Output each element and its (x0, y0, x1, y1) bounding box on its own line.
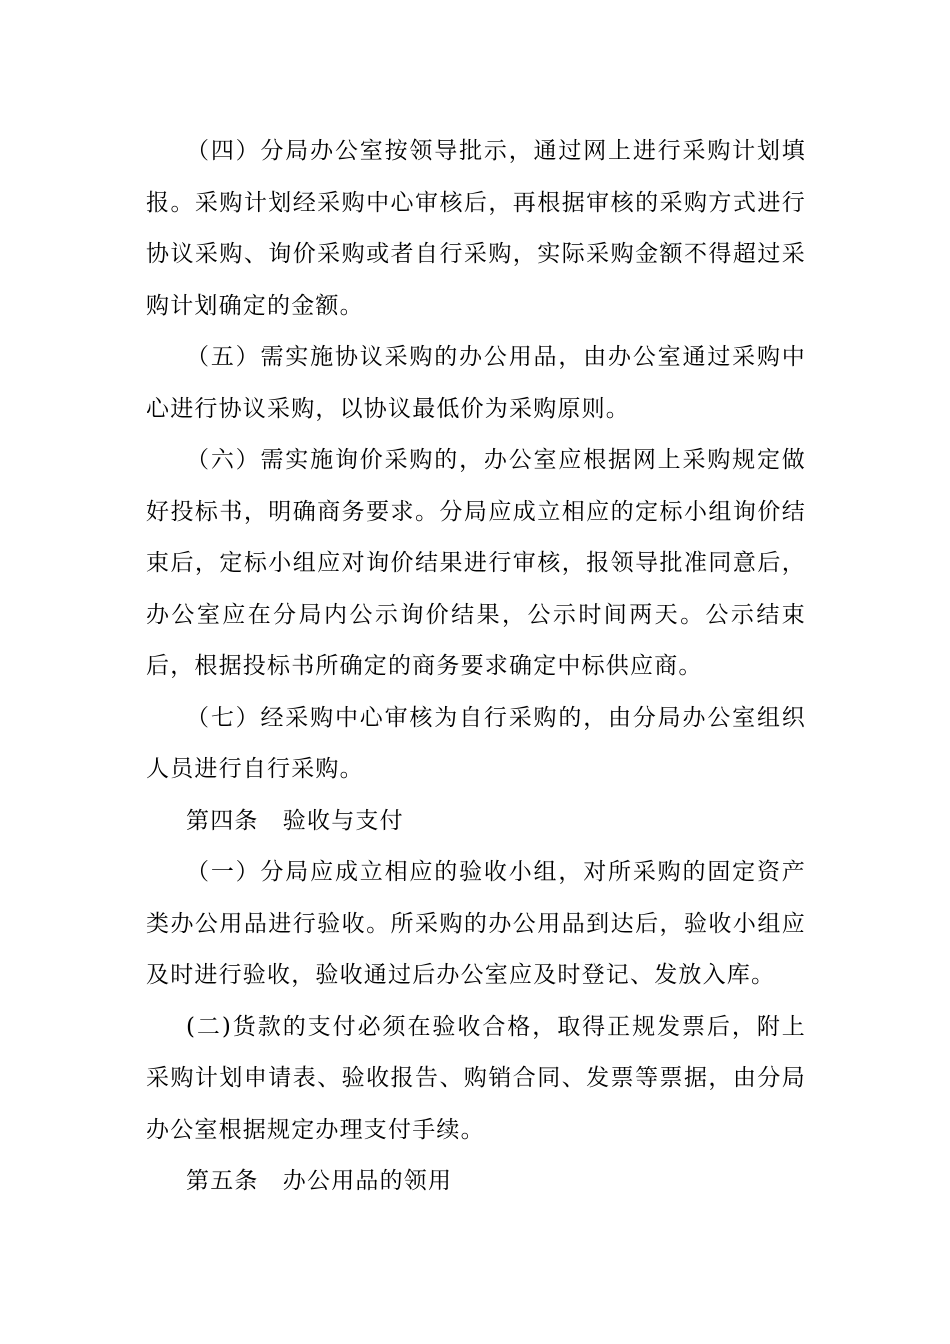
article-4-item-1: （一）分局应成立相应的验收小组，对所采购的固定资产类办公用品进行验收。所采购的办公用品到达后，验收小组应及时进行验收，验收通过后办公室应及时登记、发放入库。 (146, 859, 806, 988)
paragraph-item-6: （六）需实施询价采购的，办公室应根据网上采购规定做好投标书，明确商务要求。分局应成立相应的定标小组询价结束后，定标小组应对询价结果进行审核，报领导批准同意后，办公室应在分局内公示询价结果，公示时间两天。公示结束后，根据投标书所确定的商务要求确定中标供应商。 (146, 447, 806, 679)
document-page (146, 126, 806, 1208)
article-5-heading: 第五条 办公用品的领用 (186, 1168, 453, 1194)
paragraph-item-7: （七）经采购中心审核为自行采购的，由分局办公室组织人员进行自行采购。 (146, 704, 806, 782)
paragraph-item-4: （四）分局办公室按领导批示，通过网上进行采购计划填报。采购计划经采购中心审核后，再根据审核的采购方式进行协议采购、询价采购或者自行采购，实际采购金额不得超过采购计划确定的金额。 (146, 138, 806, 319)
article-4-heading: 第四条 验收与支付 (186, 807, 404, 834)
paragraph-item-5: （五）需实施协议采购的办公用品，由办公室通过采购中心进行协议采购，以协议最低价为采购原则。 (146, 344, 806, 422)
article-4-item-2: (二)货款的支付必须在验收合格，取得正规发票后，附上采购计划申请表、验收报告、购销合同、发票等票据，由分局办公室根据规定办理支付手续。 (146, 1013, 806, 1143)
